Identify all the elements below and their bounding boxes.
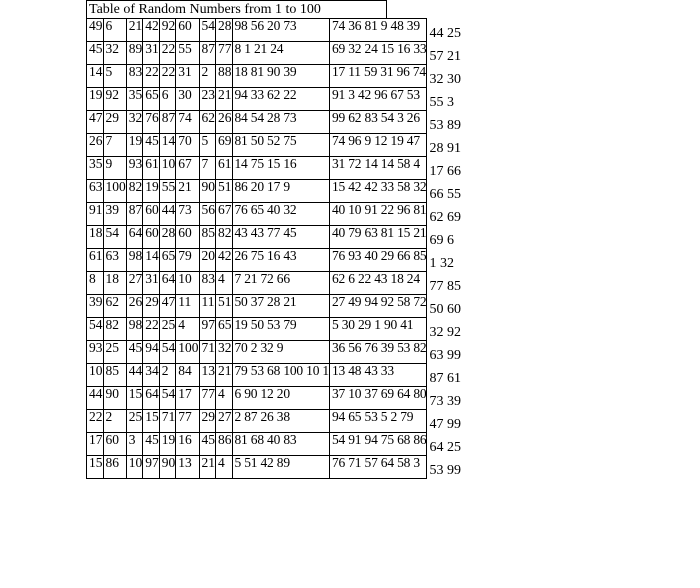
table-cell: 93 (87, 341, 104, 364)
table-cell: 16 (176, 433, 199, 456)
table-cell: 77 (216, 42, 233, 65)
table-cell: 45 (199, 433, 216, 456)
table-cell: 54 (159, 341, 176, 364)
table-cell: 28 (159, 226, 176, 249)
table-cell: 22 (159, 65, 176, 88)
table-cell: 14 (159, 134, 176, 157)
table-cell: 6 (103, 19, 126, 42)
table-cell: 97 (143, 456, 160, 479)
table-cell: 19 (126, 134, 143, 157)
table-cell: 9 (103, 157, 126, 180)
table-cell: 44 (87, 387, 104, 410)
table-cell: 47 (87, 111, 104, 134)
table-cell: 19 (87, 88, 104, 111)
table-cell: 5 51 42 89 (232, 456, 329, 479)
table-cell: 39 (87, 295, 104, 318)
table-cell: 21 (199, 456, 216, 479)
table-cell: 18 (103, 272, 126, 295)
table-cell: 17 66 (429, 163, 461, 179)
table-cell: 25 (103, 341, 126, 364)
table-cell: 73 (176, 203, 199, 226)
table-row (87, 433, 462, 456)
table-cell: 15 (126, 387, 143, 410)
table-row (87, 180, 462, 203)
table-row (87, 157, 462, 180)
table-cell: 22 (87, 410, 104, 433)
table-cell: 40 79 63 81 15 21 (329, 226, 426, 249)
table-cell: 89 (126, 42, 143, 65)
table-cell: 87 (199, 42, 216, 65)
table-cell: 98 (126, 318, 143, 341)
table-row (87, 295, 462, 318)
table-cell: 94 (143, 341, 160, 364)
table-cell: 77 (176, 410, 199, 433)
table-cell: 100 (176, 341, 199, 364)
table-cell: 91 (87, 203, 104, 226)
table-cell: 54 91 94 75 68 86 (329, 433, 426, 456)
table-title: Table of Random Numbers from 1 to 100 (86, 0, 387, 18)
table-cell: 32 30 (429, 71, 461, 87)
table-cell: 44 (159, 203, 176, 226)
table-cell: 61 (87, 249, 104, 272)
table-cell: 90 (199, 180, 216, 203)
table-cell: 40 10 91 22 96 81 (329, 203, 426, 226)
table-cell: 17 11 59 31 96 74 (329, 65, 426, 88)
table-cell: 54 (159, 387, 176, 410)
table-cell: 3 (126, 433, 143, 456)
table-cell: 43 43 77 45 (232, 226, 329, 249)
table-cell: 92 (103, 88, 126, 111)
table-cell: 86 20 17 9 (232, 180, 329, 203)
table-cell: 29 (199, 410, 216, 433)
table-cell: 15 42 42 33 58 32 (329, 180, 426, 203)
table-cell: 54 (87, 318, 104, 341)
table-cell: 62 (199, 111, 216, 134)
table-row (87, 272, 462, 295)
table-cell: 69 32 24 15 16 33 (329, 42, 426, 65)
table-cell: 1 32 (429, 255, 454, 271)
table-cell: 26 (87, 134, 104, 157)
table-cell: 2 (159, 364, 176, 387)
table-cell: 6 90 12 20 (232, 387, 329, 410)
table-cell: 71 (159, 410, 176, 433)
table-cell: 77 85 (429, 278, 461, 294)
table-cell: 81 68 40 83 (232, 433, 329, 456)
table-cell: 11 (176, 295, 199, 318)
table-cell: 8 1 21 24 (232, 42, 329, 65)
table-cell: 13 (199, 364, 216, 387)
table-cell: 27 (126, 272, 143, 295)
table-cell: 60 (176, 226, 199, 249)
random-number-table (86, 18, 462, 479)
table-row (87, 249, 462, 272)
table-cell: 17 (176, 387, 199, 410)
table-cell: 63 99 (429, 347, 461, 363)
table-cell: 28 (216, 19, 233, 42)
table-cell: 15 (143, 410, 160, 433)
table-cell: 7 21 72 66 (232, 272, 329, 295)
table-cell: 2 87 26 38 (232, 410, 329, 433)
table-cell: 61 (216, 157, 233, 180)
table-cell: 94 65 53 5 2 79 (329, 410, 426, 433)
table-row (87, 456, 462, 479)
table-cell: 42 (143, 19, 160, 42)
table-cell: 100 (103, 180, 126, 203)
table-cell: 5 (103, 65, 126, 88)
table-cell: 49 (87, 19, 104, 42)
table-cell: 82 (103, 318, 126, 341)
table-cell: 74 36 81 9 48 39 (329, 19, 426, 42)
table-cell: 67 (176, 157, 199, 180)
table-cell: 11 (199, 295, 216, 318)
table-cell: 7 (199, 157, 216, 180)
table-cell: 79 53 68 100 10 1 (232, 364, 329, 387)
table-row (87, 111, 462, 134)
table-cell: 45 (126, 341, 143, 364)
table-cell: 2 (103, 410, 126, 433)
table-cell: 45 (87, 42, 104, 65)
table-cell: 77 (199, 387, 216, 410)
table-cell: 63 (87, 180, 104, 203)
table-cell: 10 (176, 272, 199, 295)
table-cell: 26 (126, 295, 143, 318)
table-cell: 70 2 32 9 (232, 341, 329, 364)
table-cell: 14 (87, 65, 104, 88)
table-cell: 31 (143, 272, 160, 295)
table-cell: 4 (216, 387, 233, 410)
table-cell: 5 (199, 134, 216, 157)
table-cell: 60 (143, 203, 160, 226)
table-cell: 13 (176, 456, 199, 479)
table-row (87, 65, 462, 88)
table-row (87, 318, 462, 341)
table-cell: 98 56 20 73 (232, 19, 329, 42)
table-cell: 26 (216, 111, 233, 134)
table-cell: 65 (143, 88, 160, 111)
table-cell: 44 (126, 364, 143, 387)
table-cell: 53 89 (429, 117, 461, 133)
table-cell: 20 (199, 249, 216, 272)
table-cell: 27 (216, 410, 233, 433)
table-cell: 34 (143, 364, 160, 387)
table-cell: 47 (159, 295, 176, 318)
table-cell: 50 60 (429, 301, 461, 317)
table-cell: 37 10 37 69 64 80 (329, 387, 426, 410)
table-cell: 2 (199, 65, 216, 88)
table-cell: 56 (199, 203, 216, 226)
table-cell: 32 92 (429, 324, 461, 340)
table-cell: 74 (176, 111, 199, 134)
table-cell: 87 61 (429, 370, 461, 386)
table-cell: 83 (126, 65, 143, 88)
table-cell: 19 (159, 433, 176, 456)
table-cell: 14 (143, 249, 160, 272)
table-cell: 64 25 (429, 439, 461, 455)
table-row (87, 42, 462, 65)
table-cell: 94 33 62 22 (232, 88, 329, 111)
table-cell: 54 (103, 226, 126, 249)
table-cell: 66 55 (429, 186, 461, 202)
table-cell: 65 (216, 318, 233, 341)
table-cell: 84 (176, 364, 199, 387)
table-cell: 57 21 (429, 48, 461, 64)
table-cell: 45 (143, 433, 160, 456)
table-cell: 84 54 28 73 (232, 111, 329, 134)
table-cell: 88 (216, 65, 233, 88)
table-cell: 67 (216, 203, 233, 226)
table-cell: 55 3 (429, 94, 454, 110)
table-cell: 82 (216, 226, 233, 249)
table-cell: 54 (199, 19, 216, 42)
table-cell: 93 (126, 157, 143, 180)
table-cell: 82 (126, 180, 143, 203)
table-cell: 6 (159, 88, 176, 111)
table-cell: 25 (159, 318, 176, 341)
table-cell: 76 71 57 64 58 3 (329, 456, 426, 479)
table-cell: 65 (159, 249, 176, 272)
table-cell: 19 50 53 79 (232, 318, 329, 341)
table-cell: 31 (143, 42, 160, 65)
table-cell: 55 (159, 180, 176, 203)
table-cell: 69 6 (429, 232, 454, 248)
table-cell: 30 (176, 88, 199, 111)
table-cell: 22 (143, 65, 160, 88)
table-cell: 62 69 (429, 209, 461, 225)
table-cell: 10 (126, 456, 143, 479)
table-cell: 86 (216, 433, 233, 456)
table-cell: 21 (126, 19, 143, 42)
table-cell: 60 (103, 433, 126, 456)
table-cell: 60 (176, 19, 199, 42)
table-cell: 27 49 94 92 58 72 (329, 295, 426, 318)
table-cell: 44 25 (429, 25, 461, 41)
table-cell: 36 56 76 39 53 82 (329, 341, 426, 364)
table-row (87, 364, 462, 387)
table-cell: 62 (103, 295, 126, 318)
table-cell: 64 (126, 226, 143, 249)
table-cell: 18 (87, 226, 104, 249)
table-cell: 47 99 (429, 416, 461, 432)
table-cell: 8 (87, 272, 104, 295)
table-cell: 32 (216, 341, 233, 364)
table-cell: 60 (143, 226, 160, 249)
table-cell: 76 (143, 111, 160, 134)
table-row (87, 88, 462, 111)
table-cell: 22 (143, 318, 160, 341)
table-cell: 99 62 83 54 3 26 (329, 111, 426, 134)
table-cell: 5 30 29 1 90 41 (329, 318, 426, 341)
table-row (87, 387, 462, 410)
table-cell: 64 (143, 387, 160, 410)
table-cell: 31 (176, 65, 199, 88)
table-cell: 45 (143, 134, 160, 157)
table-row (87, 134, 462, 157)
table-cell: 74 96 9 12 19 47 (329, 134, 426, 157)
table-cell: 51 (216, 180, 233, 203)
table-cell: 73 39 (429, 393, 461, 409)
table-cell: 4 (216, 272, 233, 295)
table-cell: 87 (126, 203, 143, 226)
table-cell: 85 (103, 364, 126, 387)
table-cell: 31 72 14 14 58 4 (329, 157, 426, 180)
table-row (87, 203, 462, 226)
table-cell: 7 (103, 134, 126, 157)
table-cell: 19 (143, 180, 160, 203)
table-cell: 35 (126, 88, 143, 111)
table-cell: 21 (216, 364, 233, 387)
table-cell: 63 (103, 249, 126, 272)
table-cell: 90 (103, 387, 126, 410)
table-cell: 23 (199, 88, 216, 111)
table-row (87, 226, 462, 249)
table-cell: 21 (176, 180, 199, 203)
table-row (87, 410, 462, 433)
table-cell: 15 (87, 456, 104, 479)
table-cell: 50 37 28 21 (232, 295, 329, 318)
table-cell: 17 (87, 433, 104, 456)
table-cell: 91 3 42 96 67 53 (329, 88, 426, 111)
table-cell: 64 (159, 272, 176, 295)
table-cell: 53 99 (429, 462, 461, 478)
table-cell: 51 (216, 295, 233, 318)
table-cell: 79 (176, 249, 199, 272)
table-cell: 69 (216, 134, 233, 157)
table-cell: 98 (126, 249, 143, 272)
table-cell: 10 (87, 364, 104, 387)
table-cell: 62 6 22 43 18 24 (329, 272, 426, 295)
table-row (87, 341, 462, 364)
table-cell: 76 93 40 29 66 85 (329, 249, 426, 272)
table-cell: 13 48 43 33 (329, 364, 426, 387)
table-cell: 32 (126, 111, 143, 134)
table-cell: 14 75 15 16 (232, 157, 329, 180)
table-cell: 35 (87, 157, 104, 180)
table-cell: 87 (159, 111, 176, 134)
table-cell: 29 (103, 111, 126, 134)
table-cell: 26 75 16 43 (232, 249, 329, 272)
table-row (87, 19, 462, 42)
table-cell: 42 (216, 249, 233, 272)
table-cell: 32 (103, 42, 126, 65)
table-cell: 4 (216, 456, 233, 479)
table-cell: 21 (216, 88, 233, 111)
table-cell: 18 81 90 39 (232, 65, 329, 88)
table-cell: 10 (159, 157, 176, 180)
table-cell: 81 50 52 75 (232, 134, 329, 157)
table-cell: 83 (199, 272, 216, 295)
table-cell: 92 (159, 19, 176, 42)
table-cell: 70 (176, 134, 199, 157)
table-cell: 97 (199, 318, 216, 341)
table-cell: 61 (143, 157, 160, 180)
table-cell: 71 (199, 341, 216, 364)
table-cell: 76 65 40 32 (232, 203, 329, 226)
table-cell: 85 (199, 226, 216, 249)
table-cell: 25 (126, 410, 143, 433)
table-cell: 28 91 (429, 140, 461, 156)
table-cell: 39 (103, 203, 126, 226)
table-cell: 22 (159, 42, 176, 65)
table-cell: 55 (176, 42, 199, 65)
table-cell: 29 (143, 295, 160, 318)
table-cell: 90 (159, 456, 176, 479)
table-cell: 86 (103, 456, 126, 479)
table-cell: 4 (176, 318, 199, 341)
